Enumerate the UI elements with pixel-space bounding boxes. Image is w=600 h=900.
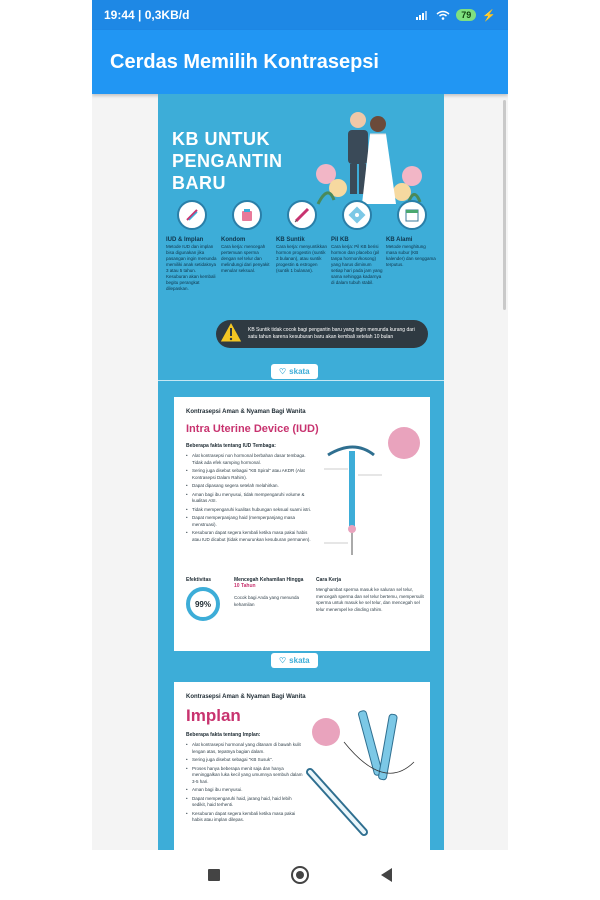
method-text: Cara kerja: mencegah pertemuan sperma dengan sel telur dan melindungi dari penyakit menular seksual.: [221, 244, 270, 273]
section-divider: [158, 380, 444, 381]
effectiveness-badge: 99%: [186, 587, 220, 621]
implant-kicker: Kontrasepsi Aman & Nyaman Bagi Wanita: [186, 694, 306, 700]
iud-stats-row: [186, 577, 424, 621]
method-pill: [331, 200, 383, 292]
wedding-couple-illustration: [308, 104, 428, 214]
iud-facts-list: [186, 453, 316, 543]
method-title: KB Suntik: [276, 237, 305, 243]
list-item: • Sering juga disebut sebagai "KB Spiral" atau AKDR (Alat Kontrasepsi Dalam Rahim).: [186, 468, 316, 481]
list-item: • Alat kontrasepsi hormonal yang ditanam di bawah kulit lengan atas, tepatnya bagian dalam.: [186, 742, 306, 755]
list-item: • Alat kontrasepsi non hormonal berbahan dasar tembaga. Tidak ada efek samping hormonal.: [186, 453, 316, 466]
condom-icon: [232, 200, 262, 230]
heart-logo-icon: ♡: [279, 367, 287, 376]
list-item: • Dapat dipasang segera setelah melahirkan.: [186, 483, 316, 490]
method-title: IUD & Implan: [166, 237, 204, 243]
warning-banner: [216, 320, 428, 348]
method-text: Metode IUD dan implan bisa digunakan jika pasangan ingin menunda memiliki anak setidaknya 3 atau 5 tahun. Kesuburan akan kembali begitu perangkat dilepaskan.: [166, 244, 217, 291]
section1-title: KB UNTUK PENGANTIN BARU: [172, 129, 283, 193]
method-text: Metode menghitung masa subur (KB kalender) dan senggama terputus.: [386, 244, 436, 267]
list-item: • Sering juga disebut sebagai "KB Susuk".: [186, 757, 306, 764]
iud-heading: Intra Uterine Device (IUD): [186, 423, 319, 435]
recent-apps-button[interactable]: [208, 869, 220, 881]
method-text: Cara kerja: Pil KB berisi hormon dan placebo (pil tanpa hormon/kosong) yang harus diminum setiap hari pada jam yang sama sehingga kadarnya di dalam tubuh stabil.: [331, 244, 383, 285]
scrollbar-thumb[interactable]: [503, 100, 506, 310]
injection-icon: [287, 200, 317, 230]
phone-screen: [92, 0, 508, 900]
battery-icon: 79: [456, 9, 476, 21]
navigation-bar: [92, 850, 508, 900]
how-it-works-block: Cara Kerja Menghambat sperma masuk ke saluran sel telur, mencegah sperma dan sel telur bertemu, mempersulit sperma untuk masuk ke sel telur, dan mencegah sel telur menempel ke dinding rahim.: [316, 577, 424, 612]
status-time: 19:44 | 0,3KB/d: [104, 8, 190, 22]
app-bar: [92, 30, 508, 94]
app-title: Cerdas Memilih Kontrasepsi: [110, 50, 379, 73]
pill-icon: [342, 200, 372, 230]
back-button[interactable]: [381, 868, 392, 882]
iud-implant-icon: [177, 200, 207, 230]
method-text: Cara kerja: menyuntikkan hormon progestin (suntik 3 bulanan), atau suntik progestin & estrogen (suntik 1 bulanan).: [276, 244, 328, 273]
infographic-image: [158, 94, 444, 850]
methods-list: [166, 200, 438, 292]
wifi-icon: [436, 10, 450, 20]
status-icons: [416, 9, 496, 22]
implant-card: [174, 682, 430, 850]
list-item: • Dapat memperpanjang haid (memperpanjang masa menstruasi).: [186, 515, 316, 528]
content-scroll-area[interactable]: [92, 94, 508, 850]
implant-device-illustration: [304, 702, 422, 850]
heart-logo-icon: ♡: [279, 656, 287, 665]
implant-heading: Implan: [186, 706, 241, 725]
list-item: • Aman bagi ibu menyusui, tidak mempengaruhi volume & kualitas ASI.: [186, 492, 316, 505]
calendar-icon: [397, 200, 427, 230]
list-item: • Aman bagi ibu menyusui.: [186, 787, 306, 794]
home-button[interactable]: [291, 866, 309, 884]
list-item: • Kesuburan dapat segera kembali ketika masa pakai habis atau implan dilepas.: [186, 811, 306, 824]
implant-facts-list: [186, 742, 306, 824]
method-title: Kondom: [221, 237, 246, 243]
iud-subhead: Beberapa fakta tentang IUD Tembaga:: [186, 443, 276, 449]
iud-device-illustration: [314, 425, 422, 575]
effectiveness-block: Efektivitas 99%: [186, 577, 224, 621]
duration-block: Mencegah Kehamilan Hingga 10 Tahun Cocok bagi Anda yang menunda kehamilan: [234, 577, 304, 607]
status-bar: [92, 0, 508, 30]
iud-card: [174, 397, 430, 651]
method-title: KB Alami: [386, 237, 413, 243]
method-condom: [221, 200, 273, 292]
method-injection: [276, 200, 328, 292]
list-item: • Dapat mempengaruhi haid, jarang haid, haid lebih sedikit, haid terhenti.: [186, 796, 306, 809]
implant-subhead: Beberapa fakta tentang Implan:: [186, 732, 261, 738]
method-title: Pil KB: [331, 237, 349, 243]
method-natural: [386, 200, 438, 292]
method-iud-implant: [166, 200, 218, 292]
signal-icon: [416, 10, 430, 20]
warning-icon: [218, 320, 244, 344]
warning-text: KB Suntik tidak cocok bagi pengantin baru yang ingin menunda kurang dari satu tahun karena kesuburan baru akan kembali setelah 10 bulan: [248, 327, 415, 340]
skata-logo: ♡ skata: [271, 364, 318, 379]
charging-icon: ⚡: [482, 9, 496, 22]
list-item: • Tidak mempengaruhi kualitas hubungan seksual suami istri.: [186, 507, 316, 514]
list-item: • Kesuburan dapat segera kembali ketika masa pakai habis atau IUD dicabut (tidak menurunkan kesuburan permanen).: [186, 530, 316, 543]
skata-logo: ♡ skata: [271, 653, 318, 668]
home-icon: [296, 871, 304, 879]
list-item: • Proses hanya beberapa menit saja dan hanya meninggalkan luka kecil yang umumnya sembuh dalam 3-5 hari.: [186, 766, 306, 786]
iud-kicker: Kontrasepsi Aman & Nyaman Bagi Wanita: [186, 409, 306, 415]
